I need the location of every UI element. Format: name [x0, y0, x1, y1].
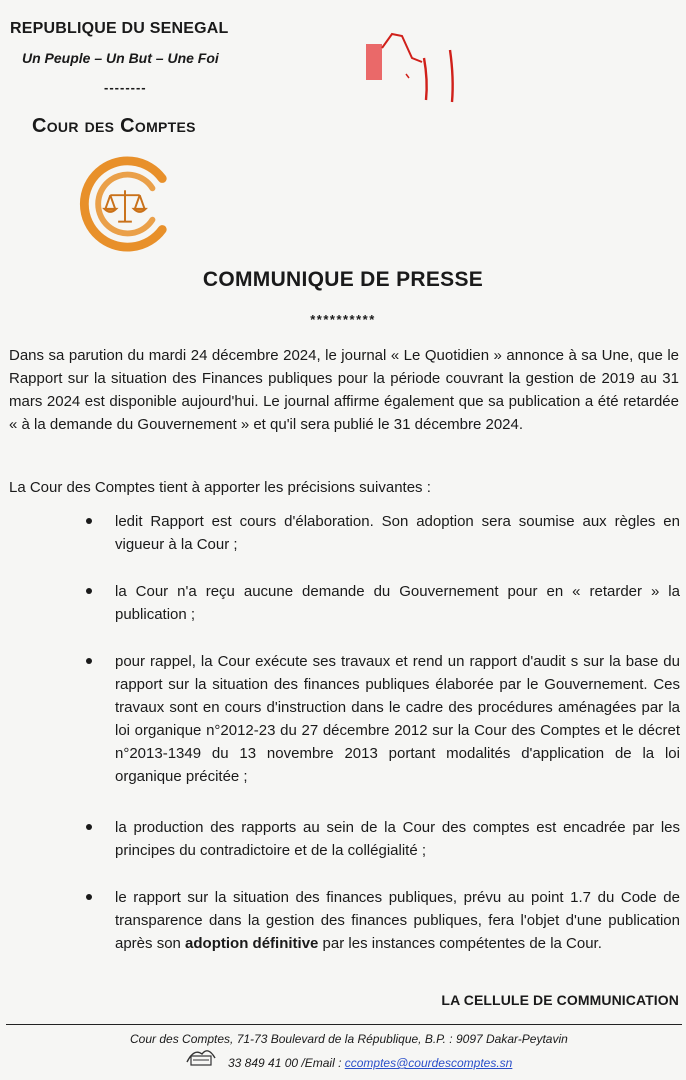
- bullet-icon: [86, 588, 92, 594]
- list-item-text: ledit Rapport est cours d'élaboration. Son adoption sera soumise aux règles en vigueur à la Cour ;: [115, 513, 680, 553]
- emphasis-text: adoption définitive: [185, 935, 319, 952]
- intro-paragraph: Dans sa parution du mardi 24 décembre 2024, le journal « Le Quotidien » annonce à sa Une, que le Rapport sur la situation des Finances publiques pour la période couvrant la gestion de 2019 au 31 mars 2024 est disponible aujourd'hui. Le journal affirme également que sa publication a été retardée « à la demande du Gouvernement » et qu'il sera publié le 31 décembre 2024.: [9, 347, 679, 433]
- footer-phone: 33 849 41 00 /Email :: [228, 1056, 345, 1070]
- footer-contact: [228, 1056, 512, 1070]
- list-item-text: la Cour n'a reçu aucune demande du Gouvernement pour en « retarder » la publication ;: [115, 583, 680, 623]
- institution-name: Cour des Comptes: [32, 115, 196, 137]
- list-item: [86, 650, 680, 788]
- list-item-text-end: par les instances compétentes de la Cour.: [318, 935, 602, 952]
- list-item-text: la production des rapports au sein de la Cour des comptes est encadrée par les principes du contradictoire et de la collégialité ;: [115, 819, 680, 859]
- footer-address: Cour des Comptes, 71-73 Boulevard de la République, B.P. : 9097 Dakar-Peytavin: [130, 1032, 568, 1046]
- cour-des-comptes-logo: [76, 155, 174, 253]
- signature-block: LA CELLULE DE COMMUNICATION: [441, 992, 679, 1008]
- email-link[interactable]: ccomptes@courdescomptes.sn: [344, 1056, 513, 1070]
- institution-stamp-icon: [184, 1044, 218, 1068]
- list-item-text-start: le rapport sur la situation des finances publiques, prévu au point 1.7 du Code de transparence dans la gestion des finances publiques, fera l'objet d'une publication après son: [115, 889, 680, 952]
- list-item-text: pour rappel, la Cour exécute ses travaux et rend un rapport d'audit s sur la base du rapport sur la situation des finances publiques élaborée par le Gouvernement. Ces travaux sont en cours d'instruction dans le cadre des procédures aménagées par la loi organique n°2012-23 du 27 décembre 2012 sur la Cour des Comptes et le décret n°2013-1349 du 13 novembre 2013 portant modalités d'application de la loi organique précitée ;: [115, 653, 680, 785]
- list-item: [86, 510, 680, 556]
- list-item: [86, 580, 680, 626]
- footer-divider: [6, 1024, 682, 1025]
- bullet-icon: [86, 518, 92, 524]
- title-separator: **********: [310, 312, 376, 327]
- bullet-icon: [86, 894, 92, 900]
- header-separator: --------: [104, 80, 147, 95]
- national-motto: Un Peuple – Un But – Une Foi: [22, 50, 219, 66]
- lead-paragraph: La Cour des Comptes tient à apporter les précisions suivantes :: [9, 479, 431, 496]
- handwritten-signature: [362, 28, 472, 104]
- bullet-icon: [86, 824, 92, 830]
- republic-heading: REPUBLIQUE DU SENEGAL: [10, 20, 229, 37]
- list-item: [86, 816, 680, 862]
- bullet-icon: [86, 658, 92, 664]
- document-title: COMMUNIQUE DE PRESSE: [202, 268, 484, 291]
- list-item: [86, 886, 680, 955]
- list-item-text: [115, 886, 680, 955]
